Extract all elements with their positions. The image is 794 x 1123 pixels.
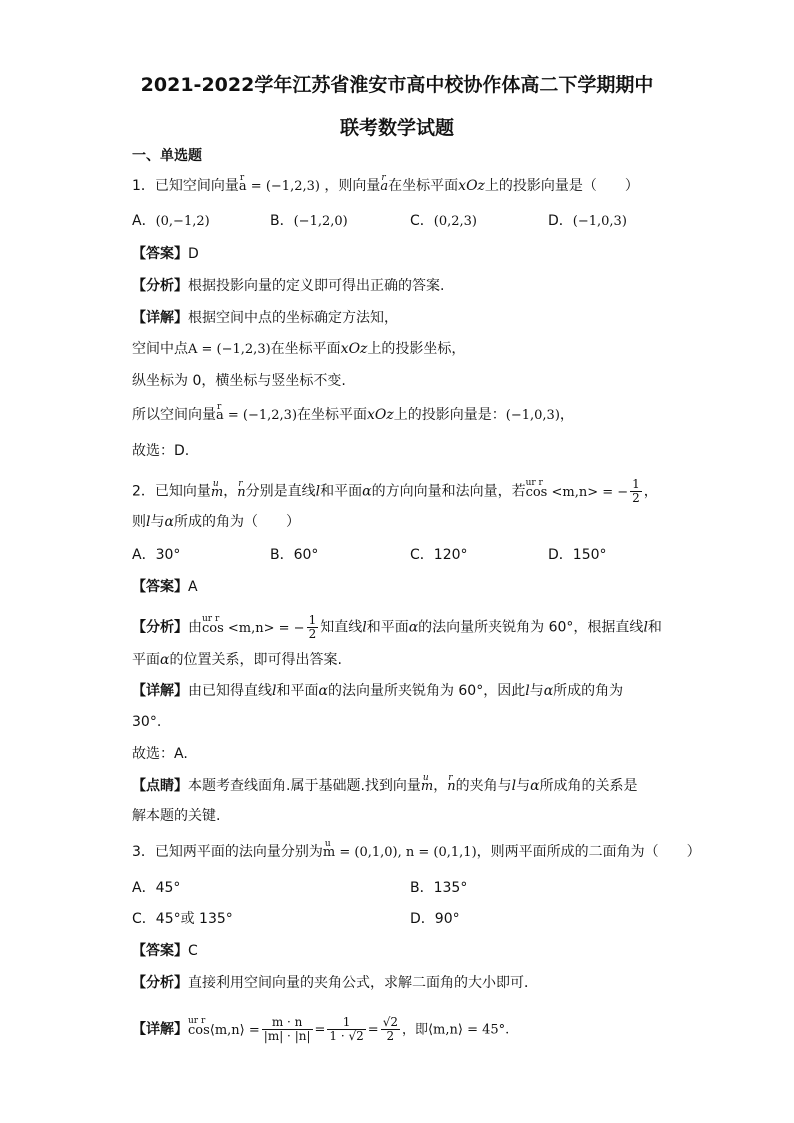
detail-text: 所成的角为	[553, 683, 624, 699]
comment-text: 与	[516, 778, 531, 794]
q2-detail-line2: 30°.	[132, 714, 162, 730]
line-l: l	[362, 619, 367, 636]
cos-expression: ur r cos <m,n> = −	[526, 483, 629, 503]
vector-m: u m	[421, 777, 433, 797]
q3-option-a[interactable]	[132, 878, 180, 898]
comment-text: ，	[433, 778, 448, 794]
q1-option-a[interactable]	[132, 211, 210, 232]
q2-analysis	[132, 614, 662, 641]
comment-text: 本题考查线面角.属于基础题.找到向量	[188, 778, 421, 794]
detail-text: 的法向量所夹锐角为 60°，因此	[327, 683, 526, 699]
detail-text: ，即⟨m,n⟩ = 45°.	[401, 1022, 510, 1038]
fraction-denominator: 1 · √2	[329, 1029, 364, 1043]
option-label: B．	[270, 547, 294, 563]
fraction-numerator: 1	[308, 613, 317, 627]
q1-vector-a: r a	[380, 177, 388, 197]
analysis-text: 和	[647, 619, 662, 636]
cos-expression: ur r cos <m,n> = −	[202, 619, 305, 639]
line-l: l	[315, 483, 321, 500]
fraction-denominator: 2	[632, 491, 640, 505]
q2-stem	[132, 478, 658, 505]
detail-text: 由已知得直线	[188, 683, 272, 699]
q2-detail	[132, 681, 623, 701]
q2-option-d[interactable]	[548, 545, 607, 565]
plane-alpha: α	[408, 619, 419, 636]
q1-plane: xOz	[367, 407, 394, 423]
option-value: 150°	[572, 547, 607, 563]
q3-stem	[132, 842, 701, 863]
option-label: C．	[410, 213, 434, 229]
answer-tag: 【答案】	[132, 579, 188, 595]
detail-text: ，	[559, 407, 574, 423]
q2-comment	[132, 776, 638, 797]
section-heading: 一、单选题	[132, 148, 202, 164]
q2-comment-line2: 解本题的关键.	[132, 808, 221, 824]
vector-n: r n	[447, 777, 455, 797]
option-value: (0,−1,2)	[155, 214, 210, 229]
q1-detail-2	[132, 339, 465, 360]
analysis-tag: 【分析】	[132, 278, 188, 294]
q2-stem-line2	[132, 512, 300, 532]
q2-analysis-line2	[132, 650, 342, 670]
detail-text: 在坐标平面	[270, 341, 341, 357]
document-title-line2: 联考数学试题	[339, 117, 454, 139]
detail-text: 空间中点	[132, 341, 188, 357]
q2-stem-part: ，	[223, 483, 238, 500]
q3-analysis	[132, 973, 538, 993]
document-title-line1: 2021-2022学年江苏省淮安市高中校协作体高二下学期期中	[140, 74, 654, 96]
q1-vector-expr: r a = (−1,2,3)	[239, 177, 320, 197]
vector-m: u m	[211, 483, 223, 503]
answer-value: C	[188, 943, 198, 959]
detail-text: 与	[529, 683, 544, 699]
q2-stem-part: 与	[150, 514, 165, 530]
fraction-numerator: 1	[632, 477, 640, 491]
q1-answer	[132, 244, 199, 264]
option-label: A．	[132, 547, 156, 563]
q1-detail-4	[132, 405, 574, 426]
line-l: l	[272, 683, 277, 699]
comment-text: 的夹角与	[455, 778, 512, 794]
option-label: D．	[410, 911, 435, 927]
q2-stem-part: 2．已知向量	[132, 483, 211, 500]
fraction-numerator: 1	[327, 1016, 365, 1030]
detail-tag: 【详解】	[132, 683, 188, 699]
q1-stem-part: ，则向量	[324, 178, 381, 194]
fraction-one-half	[307, 614, 319, 641]
option-value: 30°	[155, 547, 181, 563]
option-label: B．	[270, 213, 294, 229]
analysis-text: 平面	[132, 652, 160, 668]
value-fraction	[327, 1016, 365, 1043]
option-value: 120°	[433, 547, 468, 563]
analysis-text: 根据投影向量的定义即可得出正确的答案.	[188, 278, 445, 294]
plane-alpha: α	[530, 778, 540, 794]
root2-over-2-fraction	[381, 1016, 400, 1043]
analysis-tag: 【分析】	[132, 975, 188, 991]
q1-detail-1	[132, 308, 398, 328]
analysis-text: 的法向量所夹锐角为 60°，根据直线	[418, 619, 644, 636]
analysis-text: 和平面	[366, 619, 409, 636]
fraction-denominator: |m| · |n|	[263, 1029, 311, 1043]
option-label: A．	[132, 880, 156, 896]
cos-fraction	[262, 1016, 313, 1043]
fraction-denominator: 2	[386, 1029, 395, 1043]
fraction-numerator: √2	[382, 1015, 398, 1029]
line-l: l	[643, 619, 648, 636]
q1-plane: xOz	[340, 341, 368, 357]
answer-value: A	[188, 579, 198, 595]
q2-conclusion: 故选：A.	[132, 746, 188, 762]
answer-tag: 【答案】	[132, 943, 188, 959]
q1-stem-part: 1．已知空间向量	[132, 178, 239, 194]
detail-tag: 【详解】	[132, 1021, 188, 1038]
q2-option-b[interactable]	[270, 545, 318, 565]
q2-stem-part: 则	[132, 514, 146, 530]
comment-tag: 【点睛】	[132, 778, 188, 794]
option-value: 60°	[293, 547, 319, 563]
q2-option-a[interactable]	[132, 545, 180, 565]
q1-stem	[132, 176, 639, 197]
analysis-text: 直接利用空间向量的夹角公式，求解二面角的大小即可．	[188, 975, 538, 991]
q1-stem-part: 上的投影向量是（ ）	[484, 178, 639, 194]
plane-alpha: α	[164, 514, 174, 530]
line-l: l	[146, 514, 151, 530]
option-label: D．	[548, 547, 573, 563]
q1-stem-part: 在坐标平面	[388, 178, 459, 194]
q2-answer	[132, 577, 198, 597]
q1-option-d[interactable]	[548, 211, 627, 232]
vector-n: r n	[237, 483, 245, 503]
analysis-text: 知直线	[320, 619, 363, 636]
detail-tag: 【详解】	[132, 310, 188, 326]
comment-text: 所成角的关系是	[539, 778, 638, 794]
q2-stem-part: ，	[643, 483, 658, 500]
q2-stem-part: 所成的角为（ ）	[173, 514, 300, 530]
q3-stem-part: 3．已知两平面的法向量分别为	[132, 844, 323, 860]
detail-text: 在坐标平面	[297, 407, 368, 423]
q1-analysis	[132, 276, 444, 296]
option-value: (−1,0,3)	[572, 214, 627, 229]
plane-alpha: α	[160, 652, 170, 668]
detail-text: 和平面	[276, 683, 319, 699]
analysis-tag: 【分析】	[132, 619, 188, 636]
cos-expression: ur r cos⟨m,n⟩ =	[188, 1019, 260, 1043]
analysis-text: 的位置关系，即可得出答案.	[169, 652, 342, 668]
option-label: A．	[132, 213, 156, 229]
option-value: (−1,2,0)	[293, 214, 348, 229]
option-value: 90°	[434, 911, 460, 927]
option-label: B．	[410, 880, 434, 896]
q2-stem-part: 分别是直线	[245, 483, 316, 500]
option-label: D．	[548, 213, 573, 229]
q3-option-c[interactable]	[132, 909, 233, 929]
plane-alpha: α	[543, 683, 554, 699]
q1-option-b[interactable]	[270, 211, 348, 232]
fraction-numerator: m · n	[262, 1016, 313, 1030]
q1-vector-expr: r a = (−1,2,3)	[216, 406, 297, 426]
q2-option-c[interactable]	[410, 545, 468, 565]
q3-normal-vectors: u m = (0,1,0), n = (0,1,1)	[323, 843, 477, 863]
option-value: 45°	[155, 880, 181, 896]
answer-tag: 【答案】	[132, 246, 188, 262]
plane-alpha: α	[318, 683, 328, 699]
option-value: (0,2,3)	[433, 214, 478, 229]
q2-stem-part: 的方向向量和法向量，若	[371, 483, 526, 500]
q1-conclusion: 故选：D.	[132, 443, 190, 459]
option-value: 135°	[433, 880, 468, 896]
plane-alpha: α	[362, 483, 372, 500]
q3-detail	[132, 1016, 509, 1043]
q2-stem-part: 和平面	[320, 483, 363, 500]
equals-sign: =	[367, 1022, 379, 1038]
q3-stem-part: ，则两平面所成的二面角为（ ）	[476, 844, 701, 860]
detail-text: 所以空间向量	[132, 407, 216, 423]
q1-plane: xOz	[458, 178, 485, 194]
fraction-denominator: 2	[308, 627, 317, 641]
detail-text: 根据空间中点的坐标确定方法知，	[188, 310, 398, 326]
line-l: l	[525, 683, 530, 699]
q3-option-d[interactable]	[410, 909, 460, 929]
option-label: C．	[132, 911, 156, 927]
detail-text: 上的投影坐标，	[367, 341, 466, 357]
point-a-expr: A = (−1,2,3)	[188, 342, 271, 357]
analysis-text: 由	[188, 619, 202, 636]
line-l: l	[511, 778, 517, 794]
q1-option-c[interactable]	[410, 211, 477, 232]
fraction-one-half	[630, 478, 642, 505]
q1-detail-3: 纵坐标为 0，横坐标与竖坐标不变.	[132, 373, 346, 389]
detail-text: 上的投影向量是：	[393, 407, 506, 423]
q1-result: (−1,0,3)	[505, 408, 560, 423]
q3-answer	[132, 941, 198, 961]
equals-sign: =	[314, 1022, 326, 1038]
option-value: 45°或 135°	[155, 911, 233, 927]
option-label: C．	[410, 547, 434, 563]
answer-value: D	[188, 246, 199, 262]
q3-option-b[interactable]	[410, 878, 467, 898]
